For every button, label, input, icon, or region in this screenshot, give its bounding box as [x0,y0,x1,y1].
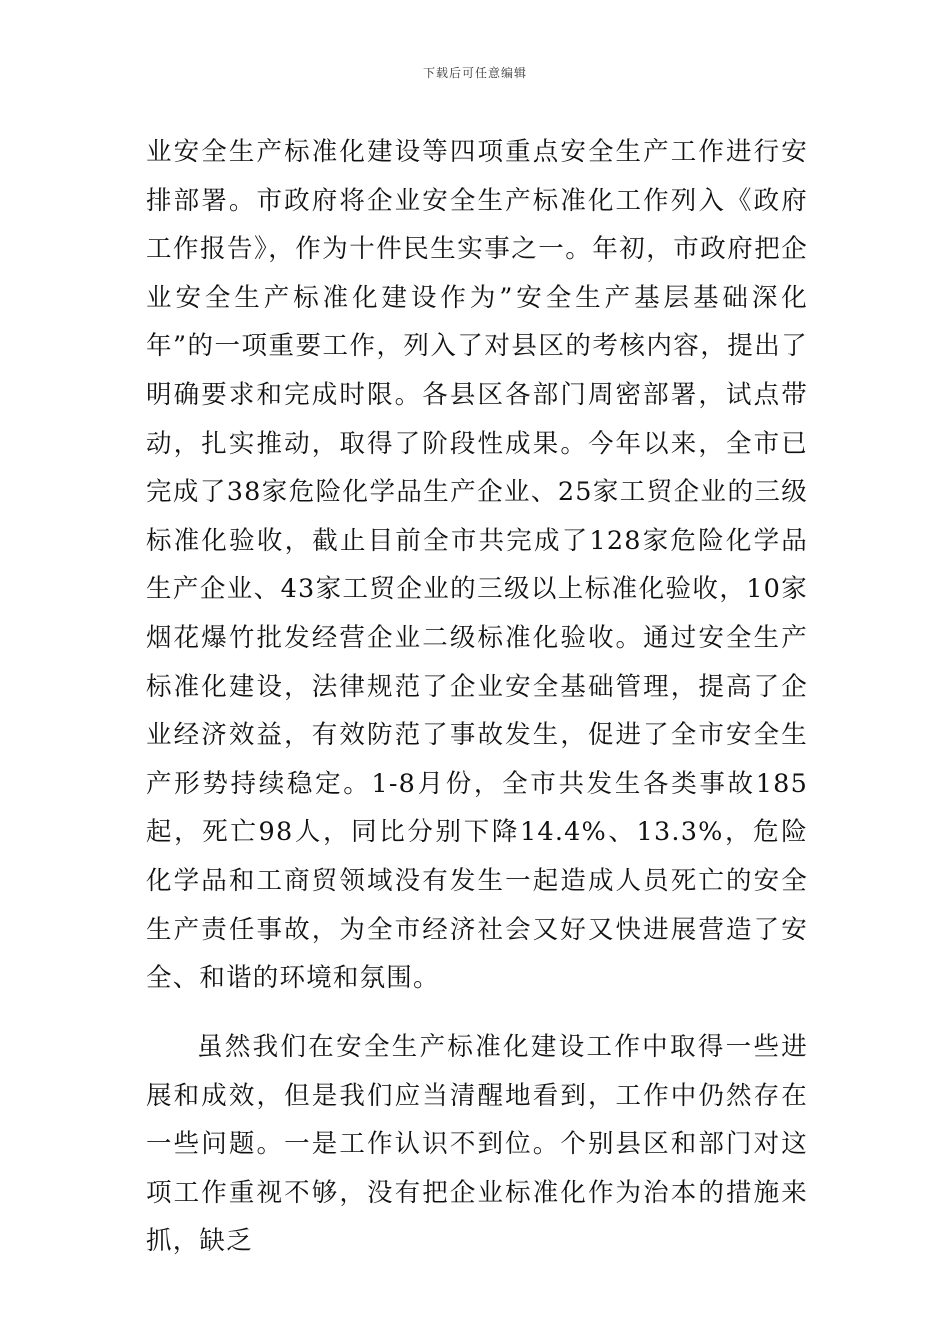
paragraph-1: 业安全生产标准化建设等四项重点安全生产工作进行安排部署。市政府将企业安全生产标准化工作列入《政府工作报告》，作为十件民生实事之一。年初，市政府把企业安全生产标准化建设作为”安全生产基层基础深化年”的一项重要工作，列入了对县区的考核内容，提出了明确要求和完成时限。各县区各部门周密部署，试点带动，扎实推动，取得了阶段性成果。今年以来，全市已完成了38家危险化学品生产企业、25家工贸企业的三级标准化验收，截止目前全市共完成了128家危险化学品生产企业、43家工贸企业的三级以上标准化验收，10家烟花爆竹批发经营企业二级标准化验收。通过安全生产标准化建设，法律规范了企业安全基础管理，提高了企业经济效益，有效防范了事故发生，促进了全市安全生产形势持续稳定。1-8月份，全市共发生各类事故185起，死亡98人，同比分别下降14.4%、13.3%，危险化学品和工商贸领域没有发生一起造成人员死亡的安全生产责任事故，为全市经济社会又好又快进展营造了安全、和谐的环境和氛围。 [146,137,808,994]
header-note: 下载后可任意编辑 [422,66,527,80]
paragraph-2: 虽然我们在安全生产标准化建设工作中取得一些进展和成效，但是我们应当清醒地看到，工作中仍然存在一些问题。一是工作认识不到位。个别县区和部门对这项工作重视不够，没有把企业标准化作为治本的措施来抓，缺乏 [146,1032,808,1257]
